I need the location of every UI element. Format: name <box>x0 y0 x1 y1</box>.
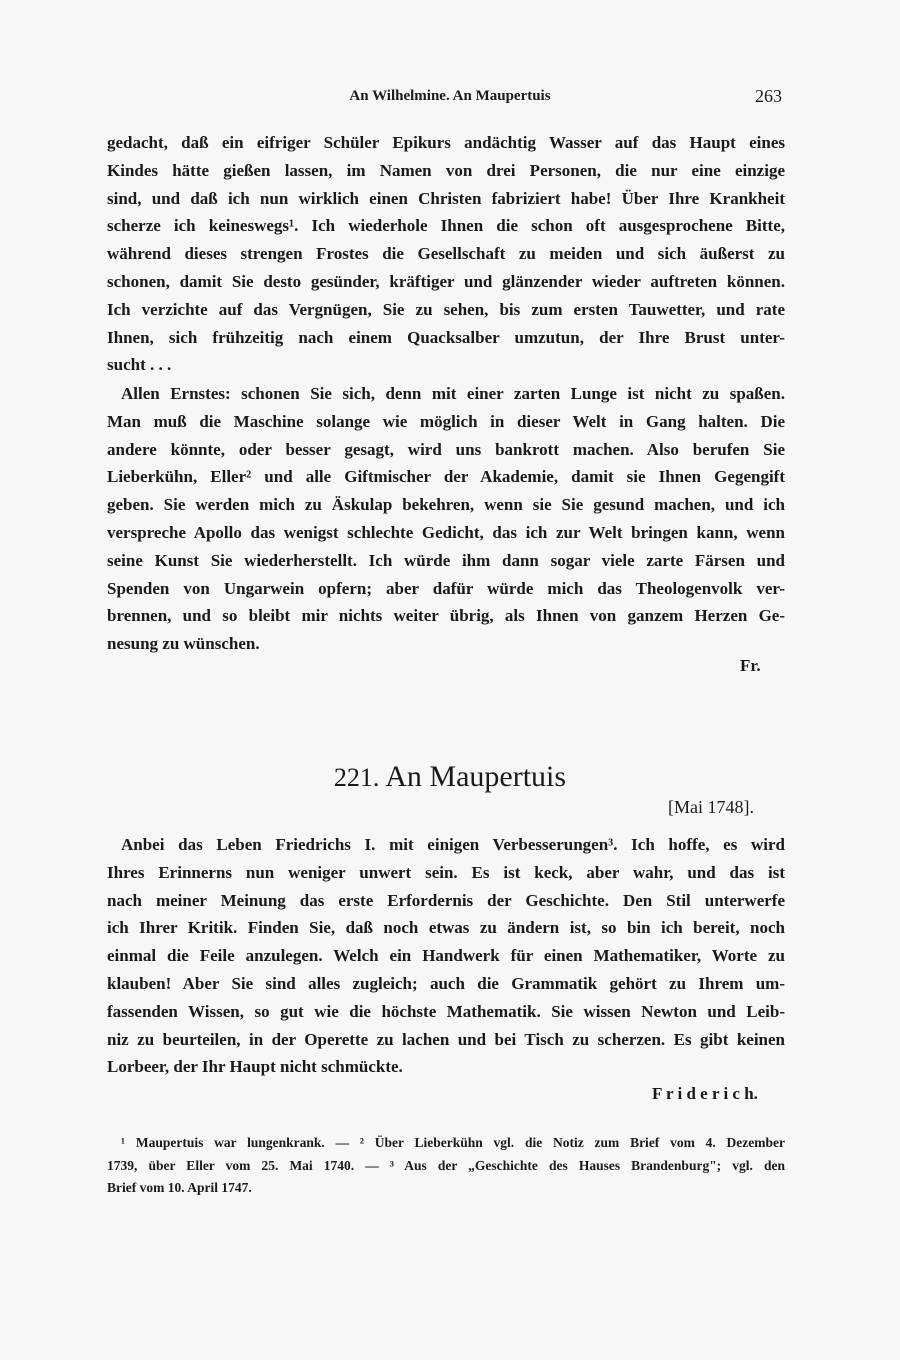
text-line: Allen Ernstes: schonen Sie sich, denn mit einer zarten Lunge ist nicht zu spaßen. <box>121 384 785 403</box>
text-line: andere könnte, oder besser gesagt, wird uns bankrott machen. Also berufen Sie <box>107 439 785 459</box>
letter-title <box>0 760 900 794</box>
text-line: gedacht, daß ein eifriger Schüler Epikurs andächtig Wasser auf das Haupt eines <box>107 133 785 152</box>
paragraph-2 <box>107 380 785 658</box>
text-line: klauben! Aber Sie sind alles zugleich; auch die Grammatik gehört zu Ihrem um- <box>107 973 785 993</box>
text-line: verspreche Apollo das wenigst schlechte Gedicht, das ich zur Welt bringen kann, wenn <box>107 522 785 542</box>
text-line: fassenden Wissen, so gut wie die höchste Mathematik. Sie wissen Newton und Leib- <box>107 1001 785 1021</box>
text-line: Ihres Erinnerns nun weniger unwert sein. Es ist keck, aber wahr, und das ist <box>107 862 785 882</box>
text-line: nach meiner Meinung das erste Erfordernis der Geschichte. Den Stil unterwerfe <box>107 890 785 910</box>
letter-date: [Mai 1748]. <box>668 797 754 817</box>
text-line: während dieses strengen Frostes die Gesellschaft zu meiden und sich äußerst zu <box>107 244 785 264</box>
text-line: sucht . . . <box>107 355 172 375</box>
text-line: Lieberkühn, Eller² und alle Giftmischer der Akademie, damit sie Ihnen Gegengift <box>107 467 785 487</box>
text-line: seine Kunst Sie wiederherstellt. Ich würde ihm dann sogar viele zarte Färsen und <box>107 550 785 570</box>
signature-fr: Fr. <box>740 656 761 675</box>
paragraph-3 <box>107 831 785 1081</box>
text-line: geben. Sie werden mich zu Äskulap bekehren, wenn sie Sie gesund machen, und ich <box>107 495 785 515</box>
text-line: schonen, damit Sie desto gesünder, kräftiger und glänzender wieder auftreten können. <box>107 271 785 291</box>
text-line: brennen, und so bleibt mir nichts weiter übrig, als Ihnen von ganzem Herzen Ge- <box>107 606 785 626</box>
letter-recipient: An Maupertuis <box>385 760 567 793</box>
text-line: Spenden von Ungarwein opfern; aber dafür würde mich das Theologenvolk ver- <box>107 578 785 598</box>
footnote-line: 1739, über Eller vom 25. Mai 1740. — ³ Aus der „Geschichte des Hauses Brandenburg"; vgl. den <box>107 1157 785 1173</box>
paragraph-1 <box>107 129 785 379</box>
text-line: Lorbeer, der Ihr Haupt nicht schmückte. <box>107 1057 403 1077</box>
text-line: Man muß die Maschine solange wie möglich in dieser Welt in Gang halten. Die <box>107 411 785 431</box>
letter-number: 221. <box>333 763 380 792</box>
text-line: Ihnen, sich frühzeitig nach einem Quacksalber umzutun, der Ihre Brust unter- <box>107 327 785 347</box>
text-line: ich Ihrer Kritik. Finden Sie, daß noch etwas zu ändern ist, so bin ich bereit, noch <box>107 918 785 938</box>
running-head: An Wilhelmine. An Maupertuis <box>349 88 551 104</box>
text-line: scherze ich keineswegs¹. Ich wiederhole Ihnen die schon oft ausgesprochene Bitte, <box>107 216 785 236</box>
footnote-line: ¹ Maupertuis war lungenkrank. — ² Über Lieberkühn vgl. die Notiz zum Brief vom 4. Dezember <box>121 1135 785 1150</box>
text-line: nesung zu wünschen. <box>107 634 260 654</box>
signature-friderich: F r i d e r i c h. <box>652 1084 758 1103</box>
page-number: 263 <box>755 86 782 106</box>
text-line: Anbei das Leben Friedrichs I. mit einigen Verbesserungen³. Ich hoffe, es wird <box>121 835 785 854</box>
footnotes <box>107 1132 785 1200</box>
footnote-line: Brief vom 10. April 1747. <box>107 1180 252 1195</box>
text-line: Kindes hätte gießen lassen, im Namen von drei Personen, die nur eine einzige <box>107 160 785 180</box>
text-line: niz zu beurteilen, in der Operette zu lachen und bei Tisch zu scherzen. Es gibt keinen <box>107 1029 785 1049</box>
text-line: einmal die Feile anzulegen. Welch ein Handwerk für einen Mathematiker, Worte zu <box>107 946 785 966</box>
text-line: Ich verzichte auf das Vergnügen, Sie zu sehen, bis zum ersten Tauwetter, und rate <box>107 299 785 319</box>
text-line: sind, und daß ich nun wirklich einen Christen fabriziert habe! Über Ihre Krankheit <box>107 188 785 208</box>
